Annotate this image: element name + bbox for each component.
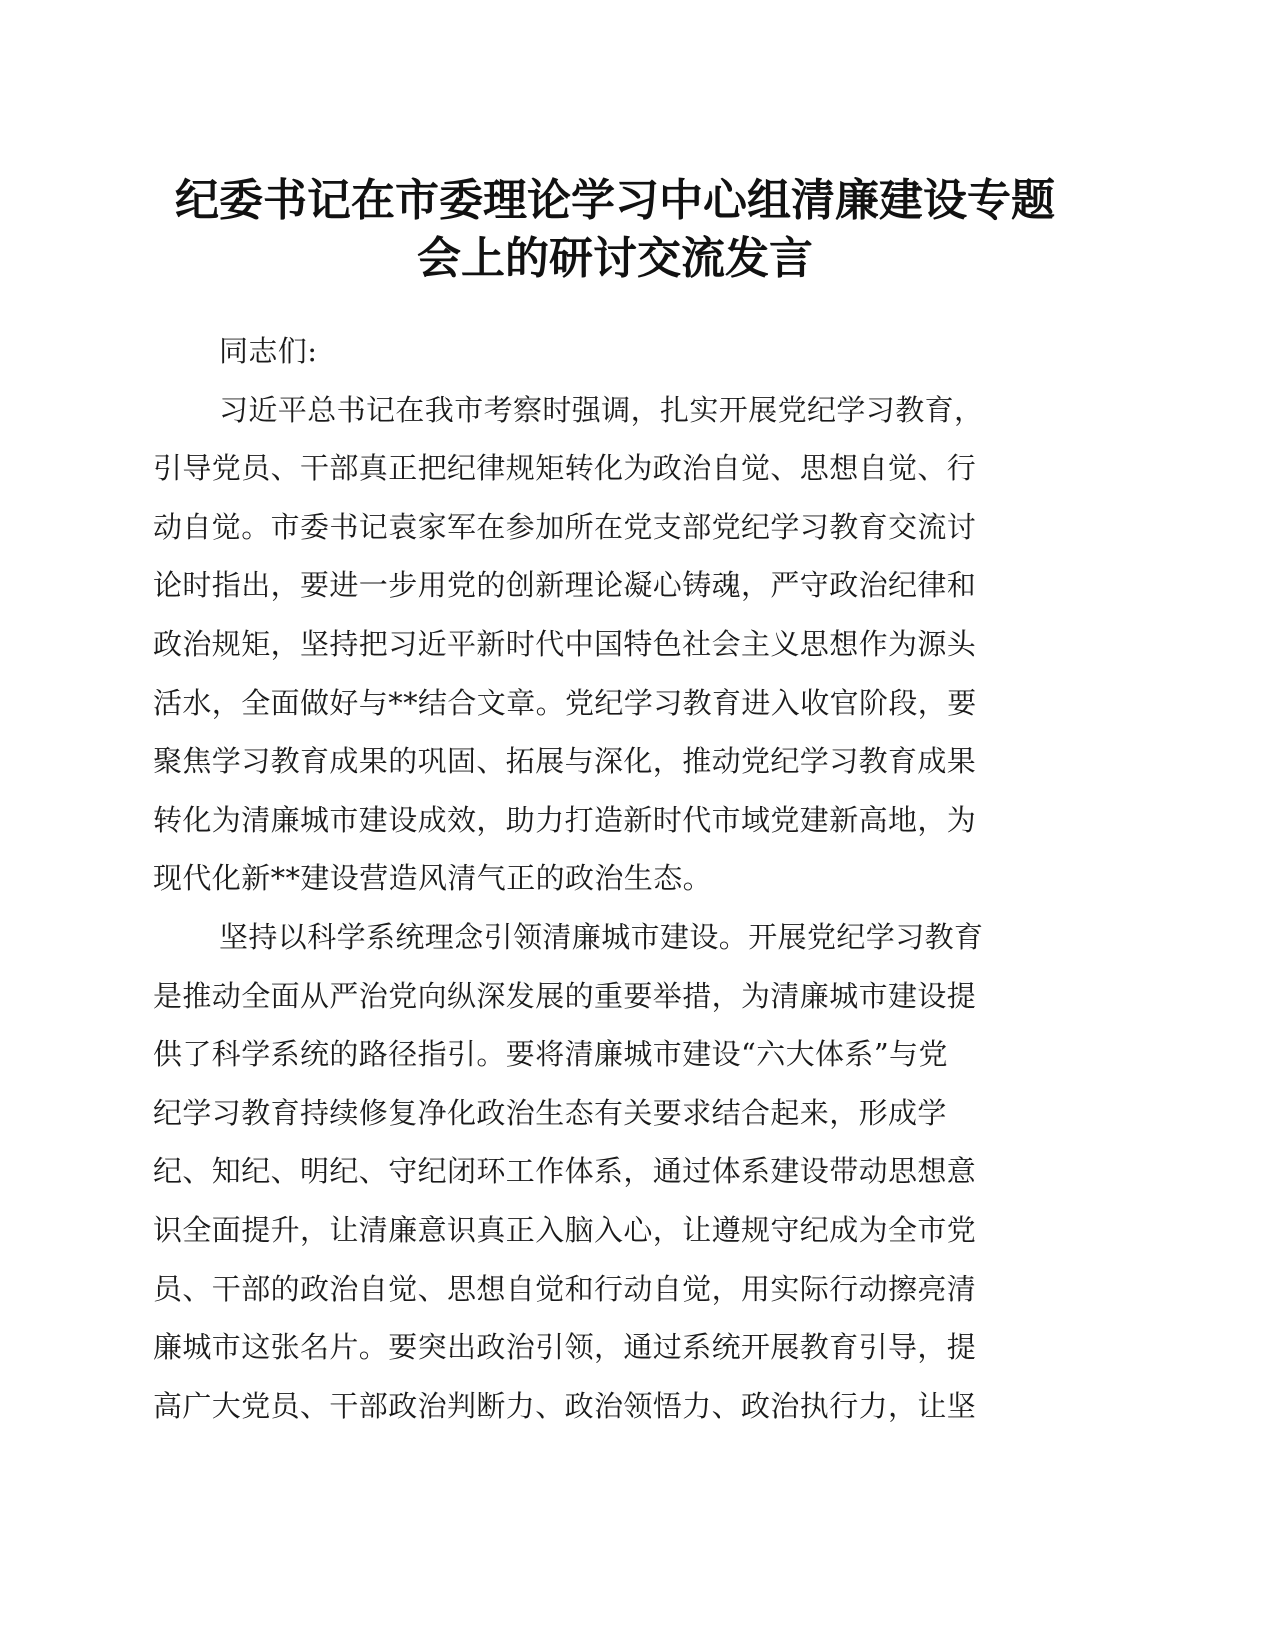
- paragraph-2-line-1: 坚持以科学系统理念引领清廉城市建设。开展党纪学习教育: [219, 919, 984, 954]
- salutation: 同志们:: [219, 334, 318, 368]
- paragraph-2-line-6: 识全面提升，让清廉意识真正入脑入心，让遵规守纪成为全市党: [153, 1212, 977, 1247]
- paragraph-1-line-5: 政治规矩，坚持把习近平新时代中国特色社会主义思想作为源头: [153, 626, 977, 661]
- paragraph-1-line-6: 活水，全面做好与**结合文章。党纪学习教育进入收官阶段，要: [153, 685, 977, 720]
- paragraph-1-line-8: 转化为清廉城市建设成效，助力打造新时代市域党建新高地，为: [153, 802, 977, 837]
- paragraph-1-line-3: 动自觉。市委书记袁家军在参加所在党支部党纪学习教育交流讨: [153, 509, 977, 544]
- paragraph-2-line-2: 是推动全面从严治党向纵深发展的重要举措，为清廉城市建设提: [153, 978, 977, 1013]
- paragraph-1-line-2: 引导党员、干部真正把纪律规矩转化为政治自觉、思想自觉、行: [153, 451, 977, 486]
- paragraph-2-line-5: 纪、知纪、明纪、守纪闭环工作体系，通过体系建设带动思想意: [153, 1154, 977, 1189]
- paragraph-2-line-3: 供了科学系统的路径指引。要将清廉城市建设“六大体系”与党: [153, 1037, 948, 1072]
- paragraph-1-line-9: 现代化新**建设营造风清气正的政治生态。: [153, 861, 713, 896]
- title-line-2: 会上的研讨交流发言: [417, 233, 813, 284]
- document-body: [153, 322, 1088, 1435]
- paragraph-1-line-1: 习近平总书记在我市考察时强调，扎实开展党纪学习教育，: [219, 392, 984, 427]
- paragraph-1-line-7: 聚焦学习教育成果的巩固、拓展与深化，推动党纪学习教育成果: [153, 744, 977, 779]
- paragraph-1-line-4: 论时指出，要进一步用党的创新理论凝心铸魂，严守政治纪律和: [153, 568, 977, 603]
- title-line-1: 纪委书记在市委理论学习中心组清廉建设专题: [175, 175, 1055, 226]
- paragraph-2-line-9: 高广大党员、干部政治判断力、政治领悟力、政治执行力，让坚: [153, 1388, 977, 1423]
- paragraph-2-line-4: 纪学习教育持续修复净化政治生态有关要求结合起来，形成学: [153, 1095, 947, 1130]
- paragraph-2-line-7: 员、干部的政治自觉、思想自觉和行动自觉，用实际行动擦亮清: [153, 1271, 977, 1306]
- document-title: [150, 172, 1080, 288]
- paragraph-2-line-8: 廉城市这张名片。要突出政治引领，通过系统开展教育引导，提: [153, 1330, 977, 1365]
